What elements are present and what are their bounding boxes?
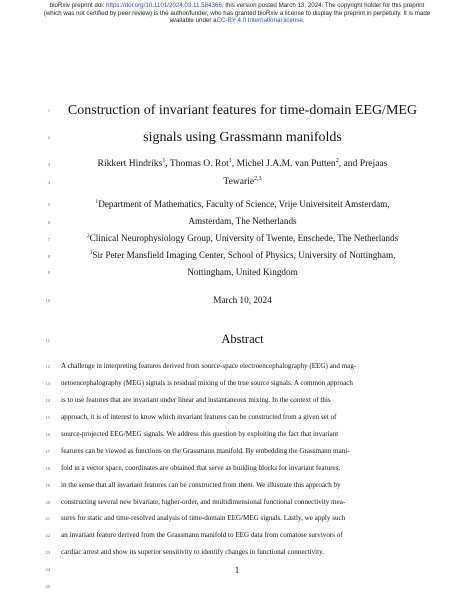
line-number: 16: [45, 432, 50, 437]
author-affiliation-mark: 2,3: [254, 175, 262, 182]
abstract-line: source-projected EEG/MEG signals. We address this question by exploiting the fact that invariant: [61, 430, 339, 438]
license-link[interactable]: CC-BY 4.0 International license: [216, 17, 303, 25]
line-number: 20: [45, 500, 50, 505]
affiliation-text: Sir Peter Mansfield Imaging Center, School of Physics, University of Nottingham,: [92, 250, 396, 260]
abstract-line: features can be viewed as functions on the Grassmann manifold. By embedding the Grassmann mani-: [61, 447, 350, 455]
author-affiliation-mark: 1: [162, 157, 166, 164]
banner-prefix: bioRxiv preprint doi:: [49, 2, 107, 9]
line-number: 15: [45, 415, 50, 420]
banner-line-1: [0, 2, 474, 10]
line-number: 6: [47, 220, 50, 225]
affiliation-1-line-2: Amsterdam, The Netherlands: [188, 216, 297, 226]
author-name: Rikkert Hindriks: [97, 158, 163, 169]
banner-line3-prefix: available under a: [169, 17, 217, 25]
abstract-line: sures for static and time-resolved analysis of time-domain EEG/MEG signals. Lastly, we apply such: [61, 514, 346, 522]
paper-title-line-2: signals using Grassmann manifolds: [143, 130, 342, 145]
doi-link[interactable]: https://doi.org/10.1101/2024.03.11.584366: [106, 2, 222, 9]
line-number: 13: [45, 381, 50, 386]
page-number: 1: [234, 565, 240, 575]
banner-line-2: (which was not certified by peer review) is the author/funder, who has granted bioRxiv a license to display the preprint in perpetuity. It is made: [43, 9, 431, 17]
abstract-line: is to use features that are invariant under linear and instantaneous mixing. In the context of this: [61, 396, 331, 404]
line-number: 11: [45, 338, 50, 343]
line-number: 8: [47, 254, 50, 259]
affiliation-text: Clinical Neurophysiology Group, University of Twente, Enschede, The Netherlands: [89, 233, 399, 243]
line-number: 9: [47, 270, 50, 275]
author-affiliation-mark: 2: [335, 157, 339, 164]
line-number: 19: [45, 483, 50, 488]
banner-line-3: [0, 17, 474, 25]
author-name: , Michel J.A.M. van Putten: [231, 158, 336, 169]
author-name: , and Prejaas: [338, 158, 388, 169]
abstract-line: an invariant feature derived from the Grassmann manifold to EEG data from comatose survivors of: [61, 531, 343, 539]
paper-title-line-1: Construction of invariant features for time-domain EEG/MEG: [67, 103, 418, 118]
banner-line1-rest: ; this version posted March 13, 2024. The copyright holder for this preprint: [221, 2, 425, 9]
abstract-line: netoencephalography (MEG) signals is residual mixing of the true source signals. A common approach: [61, 379, 353, 387]
line-number: 21: [45, 516, 50, 521]
abstract-line: cardiac arrest and show its superior sensitivity to identify changes in functional connectivity.: [61, 548, 324, 556]
affiliation-mark: 2: [86, 232, 90, 239]
abstract-line: constructing several new bivariate, higher-order, and multidimensional functional connectivity mea-: [61, 498, 346, 506]
line-number: 24: [45, 567, 50, 572]
abstract-line: in the sense that all invariant features can be constructed from them. We illustrate this approach by: [61, 481, 341, 489]
line-number: 7: [47, 237, 50, 242]
line-number: 12: [45, 364, 50, 369]
abstract-heading: Abstract: [221, 332, 264, 346]
abstract-line: fold in a vector space, coordinates are obtained that serve as building blocks for invariant features,: [61, 464, 341, 472]
line-number: 14: [45, 398, 50, 403]
author-name: Tewarie: [223, 176, 255, 187]
affiliation-2: [60, 232, 425, 244]
line-number: 5: [47, 202, 50, 207]
line-number: 25: [45, 584, 50, 589]
line-number: 10: [45, 298, 50, 303]
preprint-banner: [0, 2, 474, 25]
affiliation-1: [60, 198, 425, 210]
line-number: 17: [45, 449, 50, 454]
line-number: 2: [47, 135, 50, 140]
affiliation-mark: 3: [89, 249, 93, 256]
abstract-line: approach, it is of interest to know which invariant features can be constructed from a given set of: [61, 413, 337, 421]
author-name: , Thomas O. Rot: [165, 158, 229, 169]
line-number: 23: [45, 550, 50, 555]
authors-line-2: [60, 176, 425, 188]
affiliation-mark: 1: [95, 198, 99, 205]
line-number: 22: [45, 533, 50, 538]
affiliation-text: Department of Mathematics, Faculty of Science, Vrije Universiteit Amsterdam,: [98, 199, 390, 209]
authors-line-1: [60, 158, 425, 170]
line-number: 4: [47, 180, 50, 185]
affiliation-3-line-2: Nottingham, United Kingdom: [187, 267, 298, 277]
abstract-line: A challenge in interpreting features derived from source-space electroencephalography (EEG) and mag-: [61, 362, 357, 370]
affiliation-3: [60, 249, 425, 261]
banner-line3-suffix: .: [302, 17, 305, 25]
publication-date: March 10, 2024: [213, 295, 272, 305]
author-affiliation-mark: 1: [228, 157, 232, 164]
line-number: 18: [45, 466, 50, 471]
line-number: 3: [47, 162, 50, 167]
line-number: 1: [47, 108, 50, 113]
